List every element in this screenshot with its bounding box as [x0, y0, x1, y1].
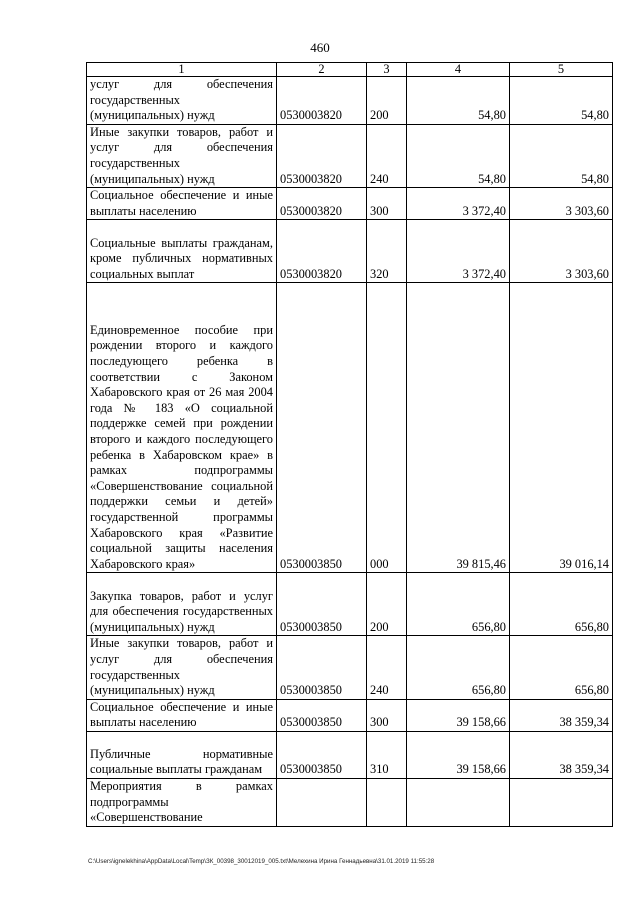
row-type-cell — [367, 778, 407, 826]
row-name-cell: Единовременное пособие при рождении второго и каждого последующего ребенка в соответствии с Законом Хабаровского края от 26 мая 2004 года № 183 «О социальной поддержке семей при рождении второго и каждого последующего ребенка в Хабаровском крае» в рамках подпрограммы «Совершенствование социальной поддержки семьи и детей» государственной программы Хабаровского края «Развитие социальной защиты населения Хабаровского края» — [87, 283, 277, 573]
row-code-cell: 0530003850 — [277, 573, 367, 636]
row-name-cell: Социальное обеспечение и иные выплаты населению — [87, 188, 277, 220]
budget-table — [86, 62, 613, 827]
row-name-cell: Закупка товаров, работ и услуг для обеспечения государственных (муниципальных) нужд — [87, 573, 277, 636]
row-code-cell: 0530003820 — [277, 77, 367, 125]
row-value-col4-cell: 39 815,46 — [407, 283, 510, 573]
header-cell: 4 — [407, 63, 510, 77]
row-name-cell: Мероприятия в рамках подпрограммы «Совершенствование — [87, 778, 277, 826]
row-value-col4-cell: 3 372,40 — [407, 220, 510, 283]
row-type-cell: 310 — [367, 731, 407, 778]
row-value-col4-cell: 54,80 — [407, 77, 510, 125]
row-code-cell: 0530003850 — [277, 731, 367, 778]
row-name-cell: услуг для обеспечения государственных (муниципальных) нужд — [87, 77, 277, 125]
header-row — [87, 63, 613, 77]
table-row — [87, 124, 613, 187]
row-name-cell: Иные закупки товаров, работ и услуг для обеспечения государственных (муниципальных) нужд — [87, 124, 277, 187]
row-value-col4-cell: 3 372,40 — [407, 188, 510, 220]
row-name-cell: Социальное обеспечение и иные выплаты населению — [87, 699, 277, 731]
row-code-cell: 0530003820 — [277, 188, 367, 220]
table-row — [87, 188, 613, 220]
header-cell: 3 — [367, 63, 407, 77]
row-value-col4-cell: 656,80 — [407, 573, 510, 636]
row-type-cell: 240 — [367, 636, 407, 699]
row-value-col5-cell: 3 303,60 — [510, 220, 613, 283]
table-row — [87, 283, 613, 573]
row-value-col4-cell: 54,80 — [407, 124, 510, 187]
row-value-col5-cell: 656,80 — [510, 573, 613, 636]
row-type-cell: 320 — [367, 220, 407, 283]
row-name-cell: Иные закупки товаров, работ и услуг для обеспечения государственных (муниципальных) нужд — [87, 636, 277, 699]
row-value-col4-cell: 656,80 — [407, 636, 510, 699]
row-value-col4-cell — [407, 778, 510, 826]
table-row — [87, 636, 613, 699]
row-value-col5-cell: 54,80 — [510, 77, 613, 125]
row-value-col5-cell: 39 016,14 — [510, 283, 613, 573]
header-cell: 5 — [510, 63, 613, 77]
header-cell: 2 — [277, 63, 367, 77]
row-code-cell: 0530003820 — [277, 220, 367, 283]
row-value-col5-cell: 54,80 — [510, 124, 613, 187]
table-row — [87, 77, 613, 125]
row-value-col4-cell: 39 158,66 — [407, 731, 510, 778]
header-cell: 1 — [87, 63, 277, 77]
row-type-cell: 300 — [367, 699, 407, 731]
row-type-cell: 300 — [367, 188, 407, 220]
table-row — [87, 220, 613, 283]
row-name-cell: Социальные выплаты гражданам, кроме публичных нормативных социальных выплат — [87, 220, 277, 283]
row-value-col5-cell: 38 359,34 — [510, 699, 613, 731]
row-type-cell: 240 — [367, 124, 407, 187]
row-value-col4-cell: 39 158,66 — [407, 699, 510, 731]
row-code-cell: 0530003850 — [277, 636, 367, 699]
row-code-cell: 0530003850 — [277, 699, 367, 731]
row-code-cell: 0530003820 — [277, 124, 367, 187]
table-row — [87, 778, 613, 826]
row-code-cell: 0530003850 — [277, 283, 367, 573]
file-path-footer: C:\Users\ignelekhina\AppData\Local\Temp\ЗК_00398_30012019_005.txt\Мелехина Ирина Геннадьевна\31.01.2019 11:55:28 — [88, 858, 435, 865]
table-row — [87, 731, 613, 778]
row-code-cell — [277, 778, 367, 826]
row-value-col5-cell: 38 359,34 — [510, 731, 613, 778]
row-value-col5-cell — [510, 778, 613, 826]
row-value-col5-cell: 3 303,60 — [510, 188, 613, 220]
row-type-cell: 200 — [367, 573, 407, 636]
table-row — [87, 573, 613, 636]
row-name-cell: Публичные нормативные социальные выплаты гражданам — [87, 731, 277, 778]
page-number: 460 — [310, 40, 330, 55]
row-type-cell: 000 — [367, 283, 407, 573]
row-value-col5-cell: 656,80 — [510, 636, 613, 699]
row-type-cell: 200 — [367, 77, 407, 125]
table-row — [87, 699, 613, 731]
